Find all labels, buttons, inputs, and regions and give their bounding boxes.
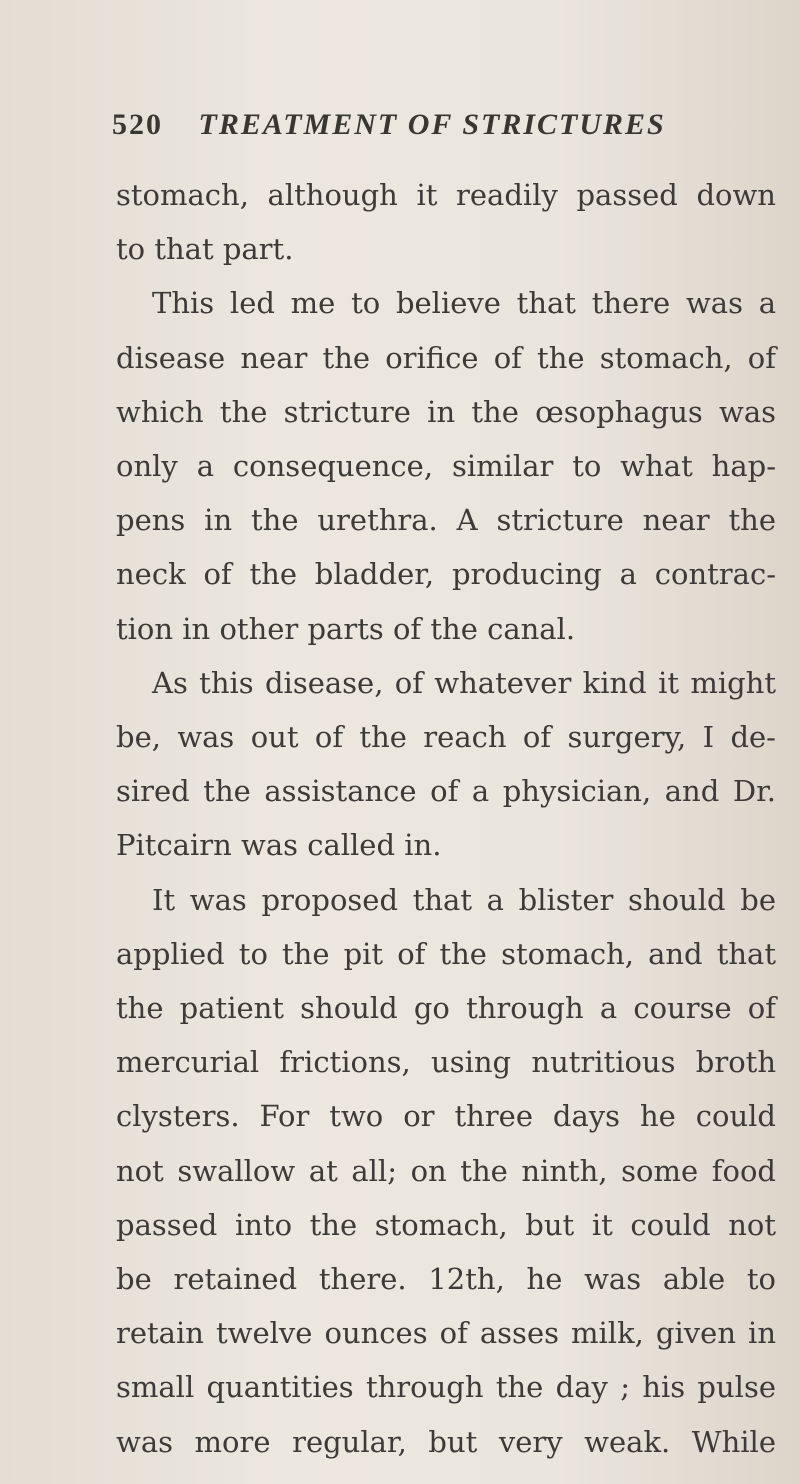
text-line: be, was out of the reach of surgery, I de- [116,720,776,755]
text-line: be retained there. 12th, he was able to [116,1262,776,1297]
text-line: applied to the pit of the stomach, and that [116,936,776,971]
text-line: small quantities through the day ; his pulse [116,1370,776,1405]
running-title: TREATMENT OF STRICTURES [198,108,666,141]
text-line: only a consequence, similar to what hap- [116,449,776,484]
text-line: As this disease, of whatever kind it might [152,665,776,700]
text-line: neck of the bladder, producing a contrac- [116,557,776,592]
text-line: retain twelve ounces of asses milk, given in [116,1316,776,1351]
text-line: pens in the urethra. A stricture near the [116,503,776,538]
text-line: mercurial frictions, using nutritious broth [116,1045,776,1080]
text-line: This led me to believe that there was a [152,286,776,321]
text-line: disease near the orifice of the stomach, of [116,340,776,375]
text-line: to that part. [116,232,294,267]
text-line: Pitcairn was called in. [116,828,442,863]
page-number: 520 [112,108,163,141]
text-line: which the stricture in the œsophagus was [116,394,776,429]
text-line: passed into the stomach, but it could not [116,1207,776,1242]
text-line: sired the assistance of a physician, and Dr. [116,774,776,809]
body-text [116,168,776,1469]
text-line: the patient should go through a course of [116,991,776,1026]
running-header [112,108,666,142]
text-line: clysters. For two or three days he could [116,1099,776,1134]
text-line: was more regular, but very weak. While [116,1424,776,1459]
text-line: tion in other parts of the canal. [116,611,576,646]
text-line: not swallow at all; on the ninth, some food [116,1153,776,1188]
text-line: stomach, although it readily passed down [116,178,776,212]
text-line: It was proposed that a blister should be [152,882,776,917]
